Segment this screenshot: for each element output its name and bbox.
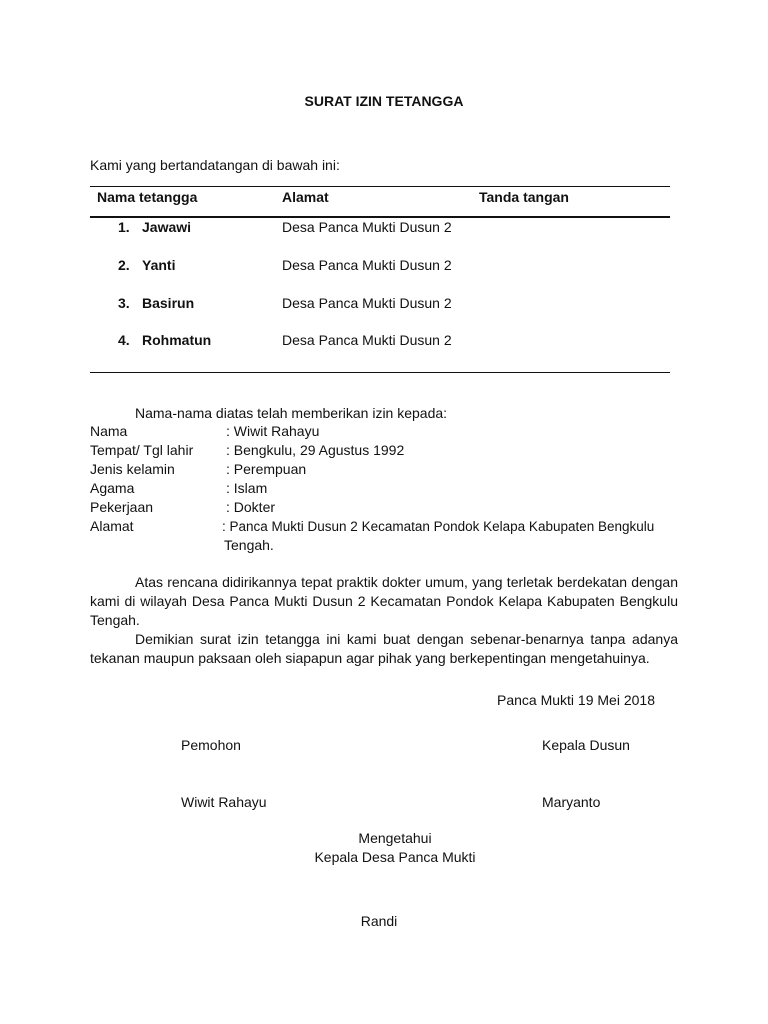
field-value-continued: Tengah. bbox=[224, 537, 274, 553]
row-number: 2. bbox=[118, 257, 130, 273]
row-name: Rohmatun bbox=[142, 332, 212, 348]
row-address: Desa Panca Mukti Dusun 2 bbox=[282, 295, 452, 311]
intro-text: Kami yang bertandatangan di bawah ini: bbox=[90, 157, 340, 173]
paragraph-plan: Atas rencana didirikannya tepat praktik dokter umum, yang terletak berdekatan dengan kami di wilayah Desa Panca Mukti Dusun 2 Kecamatan Pondok Kelapa Kabupaten Bengkulu Tengah. bbox=[90, 574, 678, 628]
place-date: Panca Mukti 19 Mei 2018 bbox=[497, 692, 655, 708]
row-name: Jawawi bbox=[142, 219, 192, 235]
field-label: Nama bbox=[90, 423, 128, 439]
row-name: Yanti bbox=[142, 257, 176, 273]
field-label: Agama bbox=[90, 480, 135, 496]
field-value: : Bengkulu, 29 Agustus 1992 bbox=[226, 442, 405, 458]
given-to-text: Nama-nama diatas telah memberikan izin kepada: bbox=[135, 405, 448, 421]
body-paragraphs bbox=[90, 573, 678, 668]
field-label: Pekerjaan bbox=[90, 499, 154, 515]
table-bottom-rule bbox=[90, 372, 670, 373]
village-head-name: Randi bbox=[360, 913, 398, 929]
field-value: : Dokter bbox=[226, 499, 276, 515]
signer-right-name: Maryanto bbox=[542, 794, 601, 810]
village-head-title: Kepala Desa Panca Mukti bbox=[314, 849, 476, 865]
signer-left-role: Pemohon bbox=[181, 737, 241, 753]
row-address: Desa Panca Mukti Dusun 2 bbox=[282, 219, 452, 235]
field-value: : Panca Mukti Dusun 2 Kecamatan Pondok Kelapa Kabupaten Bengkulu bbox=[222, 519, 655, 534]
field-label: Alamat bbox=[90, 518, 134, 534]
field-value: : Wiwit Rahayu bbox=[226, 423, 320, 439]
acknowledge-label: Mengetahui bbox=[358, 830, 432, 846]
row-address: Desa Panca Mukti Dusun 2 bbox=[282, 332, 452, 348]
paragraph-closing: Demikian surat izin tetangga ini kami buat dengan sebenar-benarnya tanpa adanya tekanan maupun paksaan oleh siapapun agar pihak yang berkepentingan mengetahuinya. bbox=[90, 631, 678, 666]
row-number: 1. bbox=[118, 219, 130, 235]
header-address: Alamat bbox=[282, 189, 329, 205]
signer-left-name: Wiwit Rahayu bbox=[181, 794, 267, 810]
letter-title: SURAT IZIN TETANGGA bbox=[304, 93, 464, 109]
field-label: Tempat/ Tgl lahir bbox=[90, 442, 194, 458]
row-number: 4. bbox=[118, 332, 130, 348]
table-top-rule bbox=[90, 186, 670, 187]
row-number: 3. bbox=[118, 295, 130, 311]
field-label: Jenis kelamin bbox=[90, 461, 175, 477]
row-name: Basirun bbox=[142, 295, 195, 311]
field-value: : Islam bbox=[226, 480, 268, 496]
row-address: Desa Panca Mukti Dusun 2 bbox=[282, 257, 452, 273]
field-value: : Perempuan bbox=[226, 461, 307, 477]
header-name: Nama tetangga bbox=[97, 189, 198, 205]
signer-right-role: Kepala Dusun bbox=[542, 737, 630, 753]
header-signature: Tanda tangan bbox=[479, 189, 569, 205]
